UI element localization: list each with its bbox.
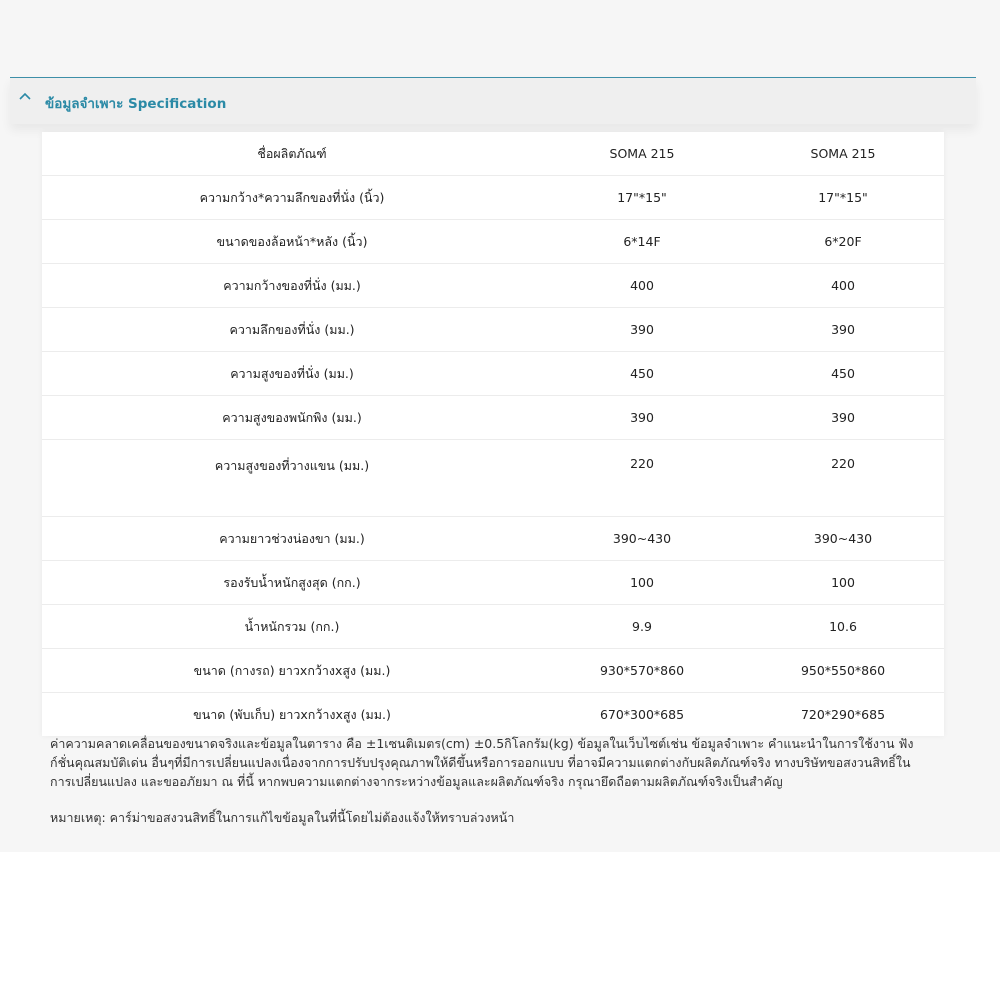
row-value-b: 950*550*860 xyxy=(742,649,944,693)
row-label: ขนาดของล้อหน้า*หลัง (นิ้ว) xyxy=(42,220,542,264)
row-label: ความกว้างของที่นั่ง (มม.) xyxy=(42,264,542,308)
row-value-a: 390 xyxy=(542,396,742,440)
spec-table xyxy=(42,132,944,736)
row-label: น้ำหนักรวม (กก.) xyxy=(42,605,542,649)
row-label: ความสูงของพนักพิง (มม.) xyxy=(42,396,542,440)
row-value-b: 720*290*685 xyxy=(800,707,886,722)
table-row xyxy=(42,176,944,220)
specification-title: ข้อมูลจำเพาะ Specification xyxy=(45,96,227,112)
table-row xyxy=(42,352,944,396)
specification-panel xyxy=(10,77,976,852)
table-row xyxy=(42,264,944,308)
row-value-a: 390 xyxy=(542,308,742,352)
chevron-up-icon[interactable] xyxy=(18,90,32,104)
row-value-a: 17"*15" xyxy=(542,176,742,220)
row-value-a: 670*300*685 xyxy=(599,707,685,722)
table-row xyxy=(42,649,944,693)
row-value-b: 390~430 xyxy=(742,517,944,561)
table-row xyxy=(42,561,944,605)
row-label: ความยาวช่วงน่องขา (มม.) xyxy=(42,517,542,561)
header-model-b: SOMA 215 xyxy=(742,132,944,176)
row-value-a: 220 xyxy=(542,440,742,517)
remark-text: หมายเหตุ: คาร์ม่าขอสงวนสิทธิ์ในการแก้ไขข้อมูลในที่นี้โดยไม่ต้องแจ้งให้ทราบล่วงหน้า xyxy=(50,810,515,825)
table-row xyxy=(42,440,944,517)
row-value-a: 450 xyxy=(542,352,742,396)
table-row xyxy=(42,396,944,440)
row-value-a: 9.9 xyxy=(542,605,742,649)
row-value-b: 400 xyxy=(742,264,944,308)
row-value-b: 390 xyxy=(742,396,944,440)
table-header-row xyxy=(42,132,944,176)
row-label: ความสูงของที่นั่ง (มม.) xyxy=(42,352,542,396)
row-value-a: 400 xyxy=(542,264,742,308)
header-label: ชื่อผลิตภัณฑ์ xyxy=(42,132,542,176)
row-label: รองรับน้ำหนักสูงสุด (กก.) xyxy=(42,561,542,605)
header-model-a: SOMA 215 xyxy=(542,132,742,176)
row-label xyxy=(42,440,542,517)
row-value-b: 450 xyxy=(742,352,944,396)
row-value-b: 100 xyxy=(742,561,944,605)
table-row xyxy=(42,220,944,264)
row-value-b: 17"*15" xyxy=(742,176,944,220)
row-value-b: 10.6 xyxy=(742,605,944,649)
row-value-b: 220 xyxy=(742,440,944,517)
table-row xyxy=(42,605,944,649)
row-label: ขนาด (กางรถ) ยาวxกว้างxสูง (มม.) xyxy=(42,649,542,693)
table-row xyxy=(42,693,944,737)
row-value-b: 6*20F xyxy=(742,220,944,264)
row-value-a: 100 xyxy=(542,561,742,605)
row-label: ความลึกของที่นั่ง (มม.) xyxy=(42,308,542,352)
specification-header[interactable] xyxy=(10,77,976,124)
row-value-a: 930*570*860 xyxy=(542,649,742,693)
row-value-a: 390~430 xyxy=(542,517,742,561)
table-row xyxy=(42,517,944,561)
row-label-text: ความสูงของที่วางแขน (มม.) xyxy=(214,458,370,473)
disclaimer-text: ค่าความคลาดเคลื่อนของขนาดจริงและข้อมูลในตาราง คือ ±1เซนติเมตร(cm) ±0.5กิโลกรัม(kg) ข้อมูลในเว็บไซต์เช่น ข้อมูลจำเพาะ คำแนะนำในการใช้งาน ฟังก์ชั่นคุณสมบัติเด่น อื่นๆที่มีการเปลี่ยนแปลงเนื่องจากการปรับปรุงคุณภาพให้ดีขึ้นหรือการออกแบบ ที่อาจมีความแตกต่างกับผลิตภัณฑ์จริง ทางบริษัทขอสงวนสิทธิ์ในการเปลี่ยนแปลง และขออภัยมา ณ ที่นี้ หากพบความแตกต่างจากระหว่างข้อมูลและผลิตภัณฑ์จริง กรุณายึดถือตามผลิตภัณฑ์จริงเป็นสำคัญ xyxy=(50,736,914,789)
row-value-b: 390 xyxy=(742,308,944,352)
row-label: ขนาด (พับเก็บ) ยาวxกว้างxสูง (มม.) xyxy=(193,706,391,722)
row-value-a: 6*14F xyxy=(542,220,742,264)
row-label: ความกว้าง*ความลึกของที่นั่ง (นิ้ว) xyxy=(42,176,542,220)
table-row xyxy=(42,308,944,352)
